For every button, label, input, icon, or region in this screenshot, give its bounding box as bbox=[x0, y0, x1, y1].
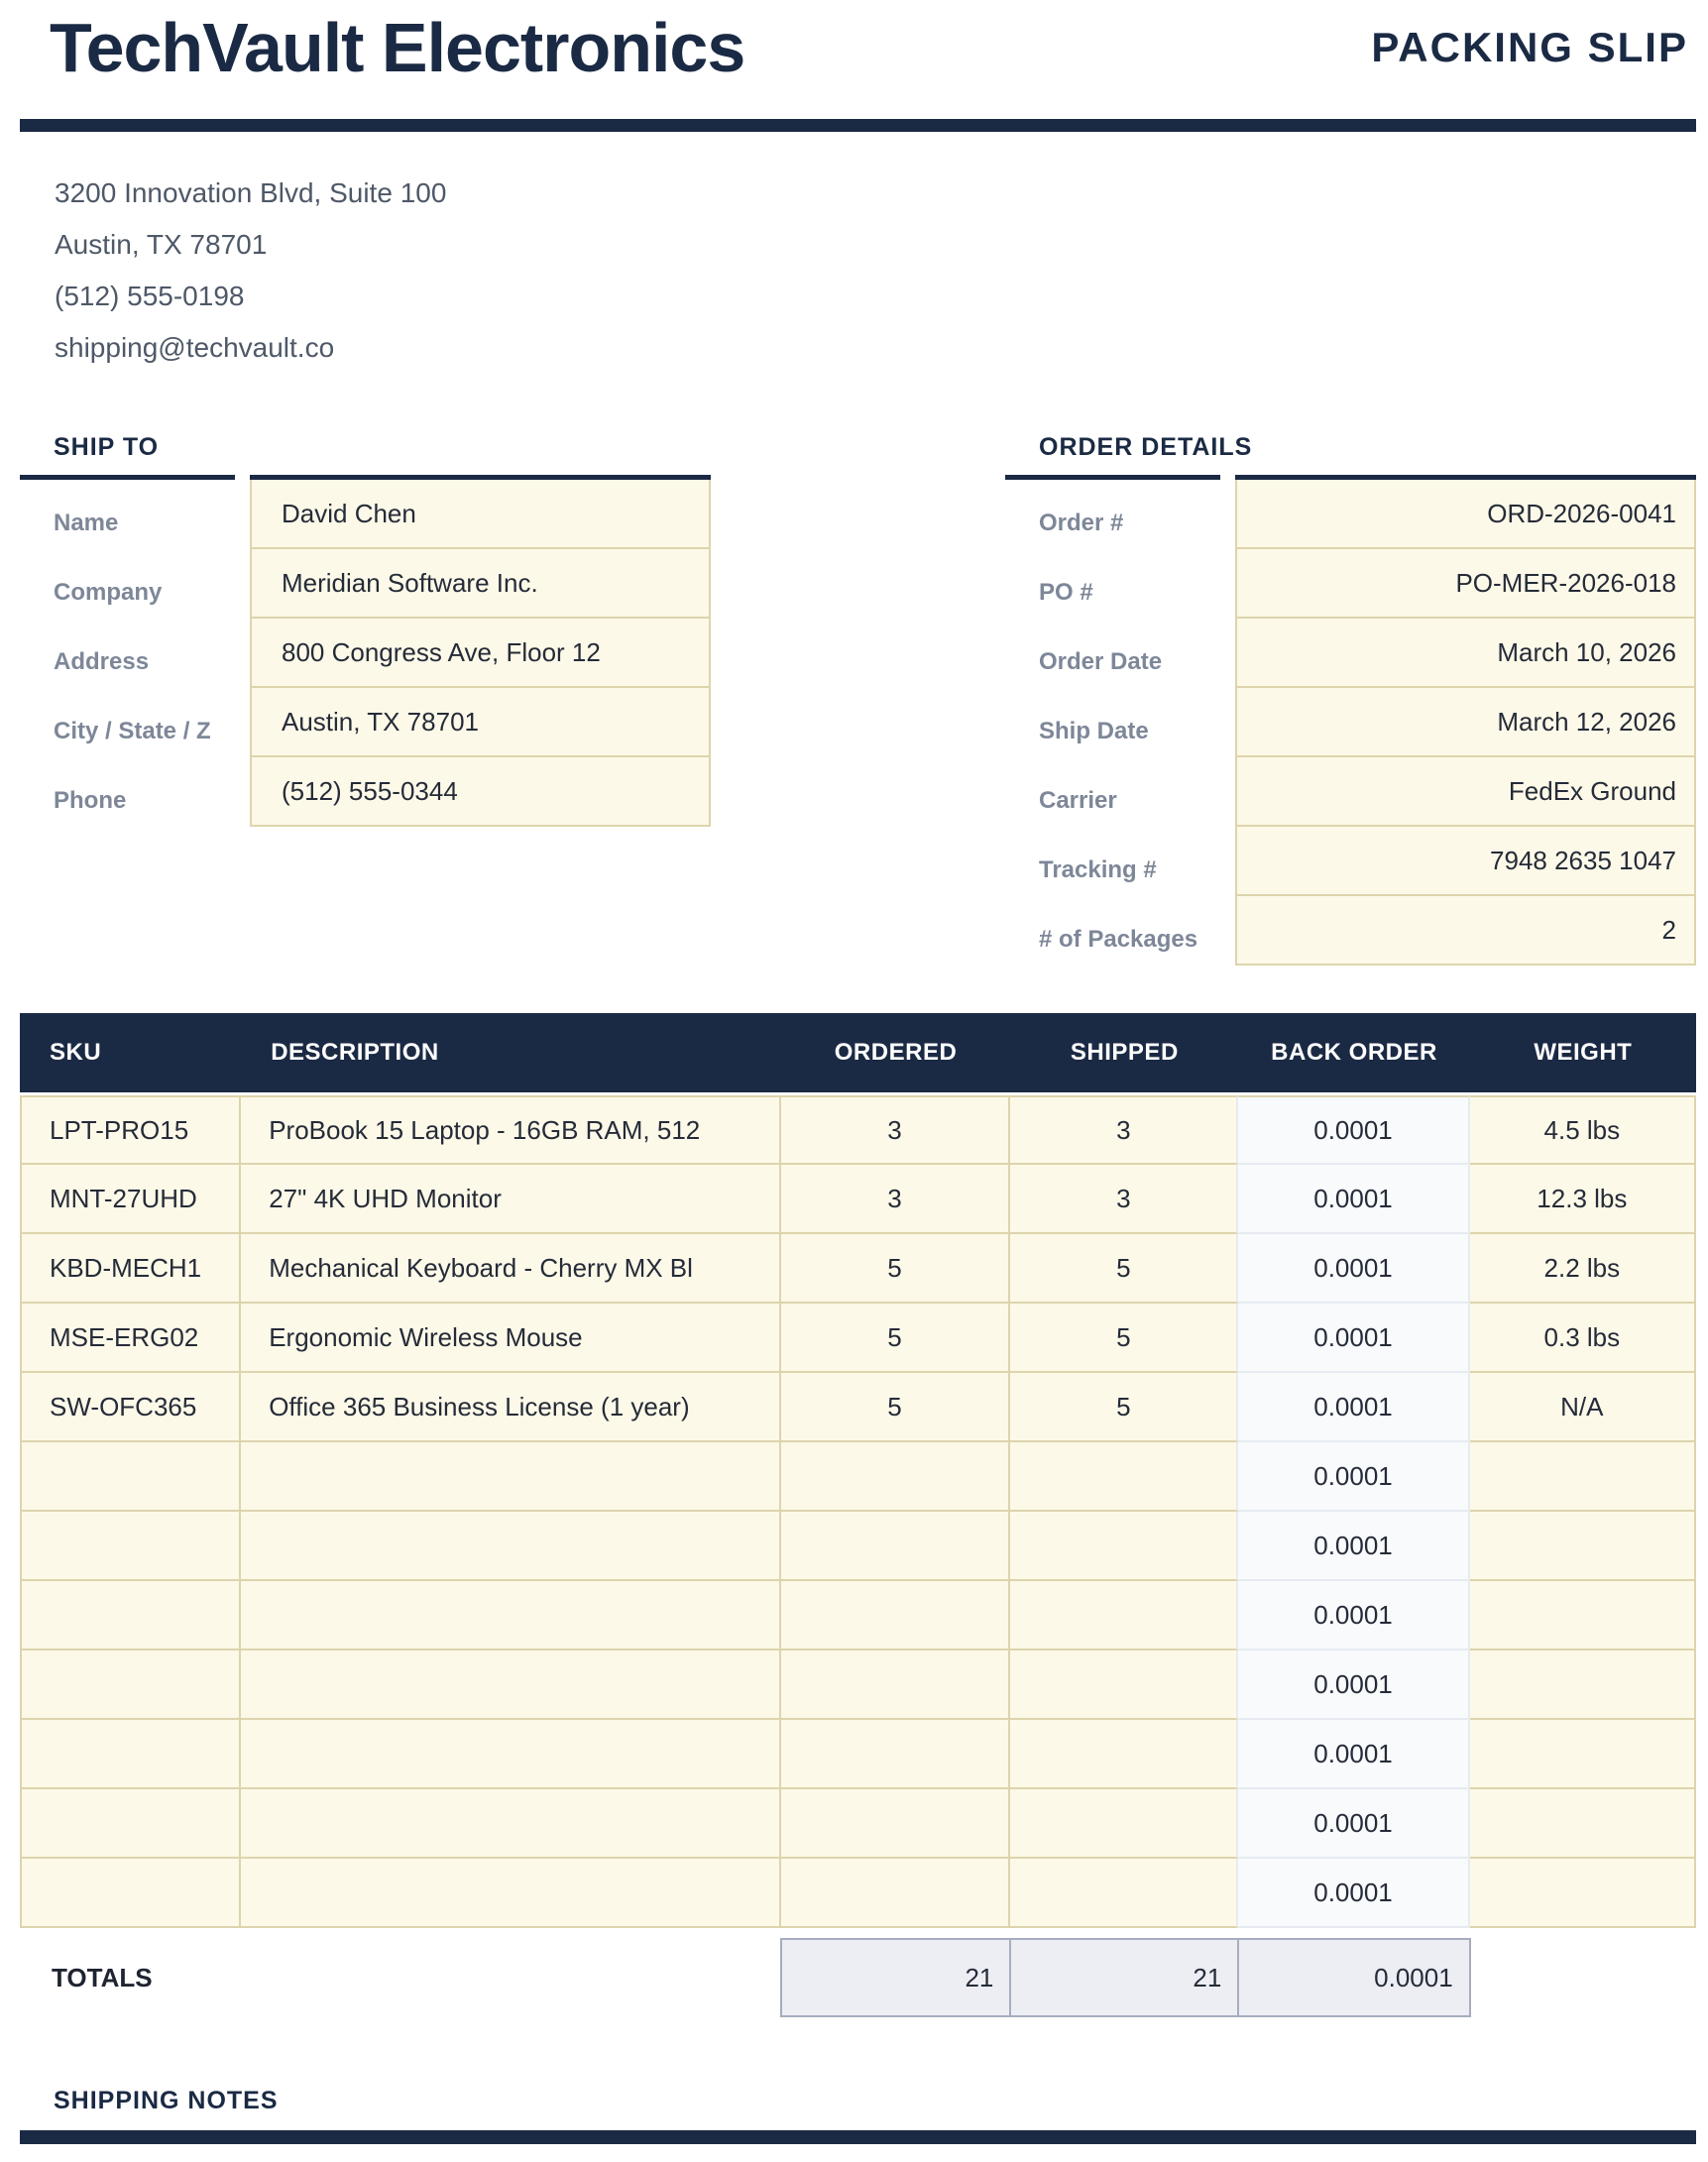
empty-sku-cell[interactable] bbox=[20, 1442, 241, 1512]
empty-item-row bbox=[20, 1789, 1696, 1859]
item-shipped-cell[interactable]: 5 bbox=[1010, 1234, 1238, 1304]
company-address-line: (512) 555-0198 bbox=[55, 281, 245, 311]
empty-weight-cell[interactable] bbox=[1470, 1789, 1696, 1859]
ship-to-panel bbox=[20, 433, 711, 966]
empty-sku-cell[interactable] bbox=[20, 1859, 241, 1928]
item-weight-cell[interactable]: 0.3 lbs bbox=[1470, 1304, 1696, 1373]
ship-to-labels-column bbox=[20, 475, 235, 827]
order-details-values-column bbox=[1235, 475, 1696, 966]
item-description-cell[interactable]: Mechanical Keyboard - Cherry MX Bl bbox=[241, 1234, 781, 1304]
item-shipped-cell[interactable]: 5 bbox=[1010, 1304, 1238, 1373]
item-row bbox=[20, 1304, 1696, 1373]
empty-description-cell[interactable] bbox=[241, 1720, 781, 1789]
item-backorder-cell[interactable]: 0.0001 bbox=[1238, 1512, 1469, 1581]
item-description-cell[interactable]: Office 365 Business License (1 year) bbox=[241, 1373, 781, 1442]
item-description-cell[interactable]: Ergonomic Wireless Mouse bbox=[241, 1304, 781, 1373]
item-row bbox=[20, 1165, 1696, 1234]
totals-backorder-box[interactable]: 0.0001 bbox=[1238, 1939, 1469, 2016]
item-weight-cell[interactable]: 4.5 lbs bbox=[1470, 1095, 1696, 1165]
item-sku-cell[interactable]: LPT-PRO15 bbox=[20, 1095, 241, 1165]
column-header-description: DESCRIPTION bbox=[241, 1013, 781, 1095]
shipto-orderdetails-section bbox=[20, 433, 1696, 966]
empty-item-row bbox=[20, 1581, 1696, 1650]
item-sku-cell[interactable]: KBD-MECH1 bbox=[20, 1234, 241, 1304]
order-details-labels-column bbox=[1005, 475, 1220, 966]
order-details-panel bbox=[1005, 433, 1696, 966]
empty-description-cell[interactable] bbox=[241, 1581, 781, 1650]
item-backorder-cell[interactable]: 0.0001 bbox=[1238, 1234, 1469, 1304]
ship-to-company-label: Company bbox=[54, 579, 163, 606]
shipping-notes-section bbox=[20, 2087, 1696, 2144]
column-header-backorder: BACK ORDER bbox=[1238, 1013, 1469, 1095]
item-weight-cell[interactable]: N/A bbox=[1470, 1373, 1696, 1442]
po-number-field[interactable]: PO-MER-2026-018 bbox=[1235, 549, 1696, 619]
item-sku-cell[interactable]: SW-OFC365 bbox=[20, 1373, 241, 1442]
empty-weight-cell[interactable] bbox=[1470, 1442, 1696, 1512]
company-name: TechVault Electronics bbox=[50, 9, 745, 86]
shipping-notes-heading: SHIPPING NOTES bbox=[54, 2087, 279, 2114]
column-header-sku: SKU bbox=[20, 1013, 241, 1095]
item-backorder-cell[interactable]: 0.0001 bbox=[1238, 1304, 1469, 1373]
po-number-label: PO # bbox=[1039, 579, 1093, 606]
company-address-line: shipping@techvault.co bbox=[55, 332, 335, 363]
ship-to-city-state-zip-label: City / State / Z bbox=[54, 718, 211, 744]
empty-weight-cell[interactable] bbox=[1470, 1512, 1696, 1581]
column-header-weight: WEIGHT bbox=[1470, 1013, 1696, 1095]
empty-sku-cell[interactable] bbox=[20, 1720, 241, 1789]
item-backorder-cell[interactable]: 0.0001 bbox=[1238, 1650, 1469, 1720]
package-count-field[interactable]: 2 bbox=[1235, 896, 1696, 966]
order-details-heading: ORDER DETAILS bbox=[1039, 433, 1253, 461]
tracking-number-field[interactable]: 7948 2635 1047 bbox=[1235, 827, 1696, 896]
carrier-field[interactable]: FedEx Ground bbox=[1235, 757, 1696, 827]
empty-ordered-cell[interactable] bbox=[781, 1650, 1011, 1720]
item-row bbox=[20, 1095, 1696, 1165]
empty-shipped-cell[interactable] bbox=[1010, 1650, 1238, 1720]
item-backorder-cell[interactable]: 0.0001 bbox=[1238, 1095, 1469, 1165]
document-title: PACKING SLIP bbox=[1371, 24, 1688, 70]
ship-to-name-field[interactable]: David Chen bbox=[250, 480, 711, 549]
item-backorder-cell[interactable]: 0.0001 bbox=[1238, 1789, 1469, 1859]
order-number-field[interactable]: ORD-2026-0041 bbox=[1235, 480, 1696, 549]
item-backorder-cell[interactable]: 0.0001 bbox=[1238, 1720, 1469, 1789]
empty-item-row bbox=[20, 1512, 1696, 1581]
empty-ordered-cell[interactable] bbox=[781, 1512, 1011, 1581]
column-header-shipped: SHIPPED bbox=[1010, 1013, 1238, 1095]
package-count-label: # of Packages bbox=[1039, 926, 1198, 953]
item-description-cell[interactable]: ProBook 15 Laptop - 16GB RAM, 512 bbox=[241, 1095, 781, 1165]
item-backorder-cell[interactable]: 0.0001 bbox=[1238, 1373, 1469, 1442]
ship-date-label: Ship Date bbox=[1039, 718, 1149, 744]
item-ordered-cell[interactable]: 5 bbox=[781, 1304, 1011, 1373]
item-description-cell[interactable]: 27" 4K UHD Monitor bbox=[241, 1165, 781, 1234]
item-ordered-cell[interactable]: 3 bbox=[781, 1165, 1011, 1234]
empty-weight-cell[interactable] bbox=[1470, 1581, 1696, 1650]
document-header bbox=[20, 9, 1696, 86]
empty-shipped-cell[interactable] bbox=[1010, 1512, 1238, 1581]
empty-shipped-cell[interactable] bbox=[1010, 1442, 1238, 1512]
items-header-row bbox=[20, 1013, 1696, 1095]
totals-label: TOTALS bbox=[52, 1962, 153, 1992]
empty-sku-cell[interactable] bbox=[20, 1512, 241, 1581]
item-ordered-cell[interactable]: 3 bbox=[781, 1095, 1011, 1165]
ship-to-phone-field[interactable]: (512) 555-0344 bbox=[250, 757, 711, 827]
items-table bbox=[20, 1013, 1696, 1928]
ship-to-values-column bbox=[250, 475, 711, 827]
empty-weight-cell[interactable] bbox=[1470, 1859, 1696, 1928]
empty-ordered-cell[interactable] bbox=[781, 1859, 1011, 1928]
empty-item-row bbox=[20, 1650, 1696, 1720]
ship-to-address-label: Address bbox=[54, 648, 150, 675]
item-shipped-cell[interactable]: 3 bbox=[1010, 1095, 1238, 1165]
ship-to-city-state-zip-field[interactable]: Austin, TX 78701 bbox=[250, 688, 711, 757]
empty-sku-cell[interactable] bbox=[20, 1650, 241, 1720]
empty-weight-cell[interactable] bbox=[1470, 1650, 1696, 1720]
carrier-label: Carrier bbox=[1039, 787, 1117, 814]
company-address-line: Austin, TX 78701 bbox=[55, 229, 268, 260]
item-row bbox=[20, 1234, 1696, 1304]
item-backorder-cell[interactable]: 0.0001 bbox=[1238, 1165, 1469, 1234]
item-weight-cell[interactable]: 2.2 lbs bbox=[1470, 1234, 1696, 1304]
footer-rule bbox=[20, 2130, 1696, 2144]
empty-shipped-cell[interactable] bbox=[1010, 1789, 1238, 1859]
item-ordered-cell[interactable]: 5 bbox=[781, 1373, 1011, 1442]
header-rule bbox=[20, 119, 1696, 132]
empty-ordered-cell[interactable] bbox=[781, 1581, 1011, 1650]
empty-description-cell[interactable] bbox=[241, 1650, 781, 1720]
empty-item-row bbox=[20, 1720, 1696, 1789]
order-details-table bbox=[1005, 475, 1696, 966]
item-backorder-cell[interactable]: 0.0001 bbox=[1238, 1442, 1469, 1512]
empty-ordered-cell[interactable] bbox=[781, 1442, 1011, 1512]
empty-item-row bbox=[20, 1442, 1696, 1512]
totals-shipped-box[interactable]: 21 bbox=[1010, 1939, 1238, 2016]
ship-to-address-field[interactable]: 800 Congress Ave, Floor 12 bbox=[250, 619, 711, 688]
order-date-field[interactable]: March 10, 2026 bbox=[1235, 619, 1696, 688]
ship-to-name-label: Name bbox=[54, 510, 119, 536]
empty-shipped-cell[interactable] bbox=[1010, 1720, 1238, 1789]
totals-empty-cell bbox=[1470, 1939, 1696, 2016]
empty-description-cell[interactable] bbox=[241, 1859, 781, 1928]
item-shipped-cell[interactable]: 3 bbox=[1010, 1165, 1238, 1234]
empty-ordered-cell[interactable] bbox=[781, 1720, 1011, 1789]
item-sku-cell[interactable]: MSE-ERG02 bbox=[20, 1304, 241, 1373]
company-address-line: 3200 Innovation Blvd, Suite 100 bbox=[55, 177, 447, 208]
totals-ordered-box[interactable]: 21 bbox=[781, 1939, 1011, 2016]
item-shipped-cell[interactable]: 5 bbox=[1010, 1373, 1238, 1442]
empty-description-cell[interactable] bbox=[241, 1512, 781, 1581]
item-row bbox=[20, 1373, 1696, 1442]
ship-date-field[interactable]: March 12, 2026 bbox=[1235, 688, 1696, 757]
item-ordered-cell[interactable]: 5 bbox=[781, 1234, 1011, 1304]
ship-to-heading: SHIP TO bbox=[54, 433, 160, 461]
order-number-label: Order # bbox=[1039, 510, 1124, 536]
empty-shipped-cell[interactable] bbox=[1010, 1859, 1238, 1928]
empty-description-cell[interactable] bbox=[241, 1442, 781, 1512]
empty-weight-cell[interactable] bbox=[1470, 1720, 1696, 1789]
item-weight-cell[interactable]: 12.3 lbs bbox=[1470, 1165, 1696, 1234]
empty-ordered-cell[interactable] bbox=[781, 1789, 1011, 1859]
ship-to-phone-label: Phone bbox=[54, 787, 127, 814]
empty-sku-cell[interactable] bbox=[20, 1789, 241, 1859]
empty-shipped-cell[interactable] bbox=[1010, 1581, 1238, 1650]
empty-item-row bbox=[20, 1859, 1696, 1928]
item-backorder-cell[interactable]: 0.0001 bbox=[1238, 1859, 1469, 1928]
company-address-block bbox=[55, 168, 1696, 374]
order-date-label: Order Date bbox=[1039, 648, 1163, 675]
empty-description-cell[interactable] bbox=[241, 1789, 781, 1859]
totals-row bbox=[20, 1938, 1696, 2017]
column-header-ordered: ORDERED bbox=[781, 1013, 1011, 1095]
item-sku-cell[interactable]: MNT-27UHD bbox=[20, 1165, 241, 1234]
ship-to-table bbox=[20, 475, 711, 827]
tracking-number-label: Tracking # bbox=[1039, 856, 1157, 883]
ship-to-company-field[interactable]: Meridian Software Inc. bbox=[250, 549, 711, 619]
empty-sku-cell[interactable] bbox=[20, 1581, 241, 1650]
item-backorder-cell[interactable]: 0.0001 bbox=[1238, 1581, 1469, 1650]
